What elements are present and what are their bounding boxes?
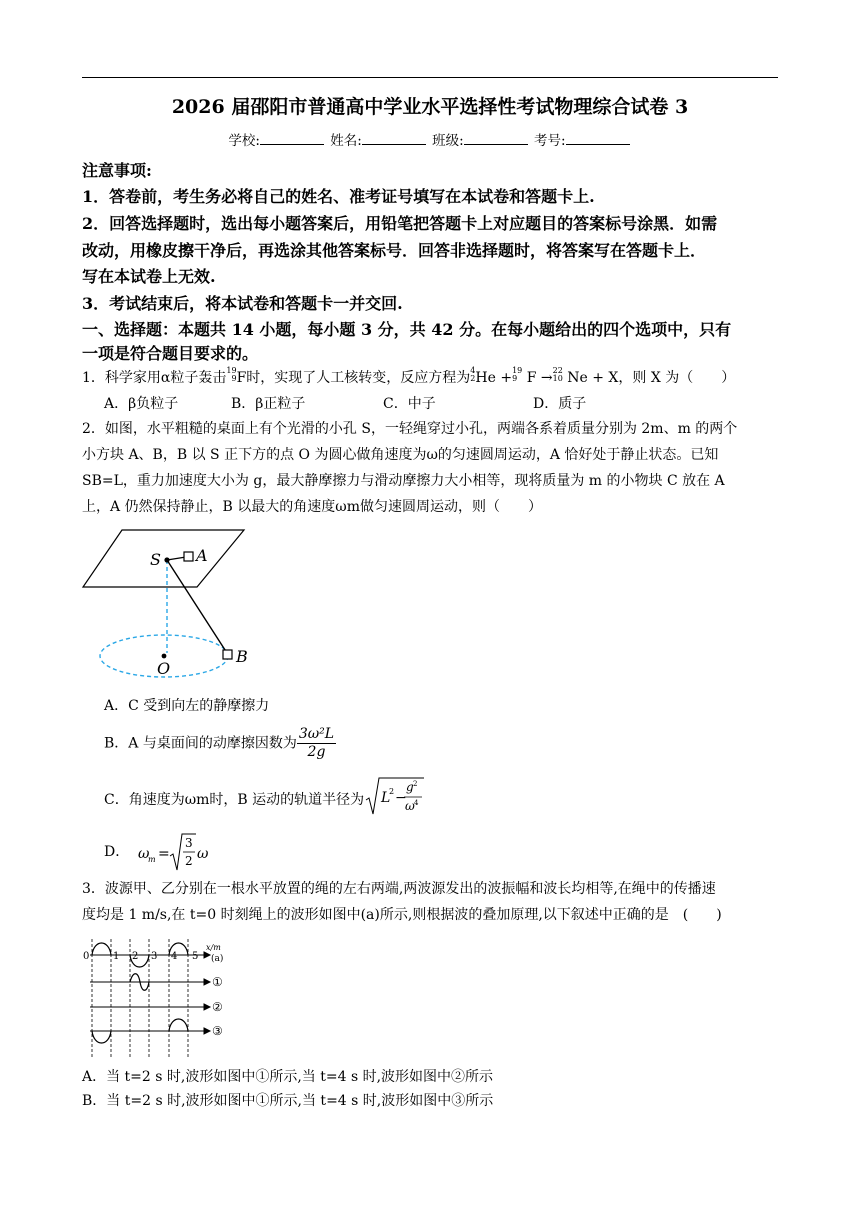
svg-text:L: L: [381, 790, 391, 806]
sqrt-expression: [364, 776, 426, 816]
notice-item-1: 1．答卷前，考生务必将自己的姓名、准考证号填写在本试卷和答题卡上.: [82, 187, 595, 206]
section-heading-line-2: 一项是符合题目要求的。: [82, 344, 259, 363]
name-label: 姓名:: [330, 133, 362, 149]
svg-text:2: 2: [389, 787, 395, 796]
label-wave-3: ③: [212, 1024, 223, 1038]
student-info-line: [0, 129, 860, 149]
label-o: O: [157, 659, 171, 678]
wave-3-left: [92, 1031, 111, 1043]
q2-option-b[interactable]: [104, 726, 336, 761]
q2-option-b-fraction: [297, 726, 336, 761]
svg-text:4: 4: [414, 799, 419, 807]
notice-item-3: 3．考试结束后，将本试卷和答题卡一并交回.: [82, 294, 403, 313]
wave-3-right: [169, 1019, 188, 1031]
svg-text:g: g: [406, 780, 414, 794]
q2-stem-line-4: 上，A 仍然保持静止，B 以最大的角速度ωm做匀速圆周运动，则（ ）: [82, 499, 542, 515]
notice-item-2-line-3: 写在本试卷上无效.: [82, 267, 216, 286]
svg-text:ω: ω: [137, 846, 150, 862]
label-a: A: [196, 546, 208, 565]
arrow-1-icon: [204, 979, 210, 985]
q2-option-b-text: B．A 与桌面间的动摩擦因数为: [104, 735, 297, 752]
top-rule: [82, 77, 778, 78]
notice-item-2-line-2: 改动，用橡皮擦干净后，再选涂其他答案标号．回答非选择题时，将答案写在答题卡上．: [82, 241, 707, 260]
arrow-2-icon: [204, 1004, 210, 1010]
exam-no-label: 考号:: [534, 133, 566, 149]
radius-expression: [364, 776, 426, 824]
tick-1: 1: [113, 951, 120, 962]
school-blank[interactable]: [260, 133, 324, 145]
svg-text:2: 2: [413, 780, 418, 788]
q1-stem-b: F时，实现了人工核转变，反应方程为: [236, 370, 471, 386]
f-nucleon-numbers: 19 9: [226, 366, 237, 383]
q2-option-a[interactable]: A．C 受到向左的静摩擦力: [104, 698, 270, 714]
svg-text:ω: ω: [196, 846, 209, 862]
notice-heading: 注意事项:: [82, 161, 152, 180]
notice-item-2-line-1: 2．回答选择题时，选出每小题答案后，用铅笔把答题卡上对应题目的答案标号涂黑．如需: [82, 214, 718, 233]
q2-stem-line-2: 小方块 A、B，B 以 S 正下方的点 O 为圆心做角速度为ω的匀速圆周运动，A 恰好处于静止状态。已知: [82, 447, 719, 463]
label-b: B: [236, 647, 248, 666]
q2-option-d[interactable]: [104, 832, 214, 872]
wave-a-left: [92, 943, 111, 955]
svg-text:3: 3: [184, 836, 193, 850]
svg-text:=: =: [157, 846, 170, 862]
q2-option-d-expression: [134, 832, 214, 872]
q3-stem-line-2: 度均是 1 m/s,在 t=0 时刻绳上的波形如图中(a)所示,则根据波的叠加原理,以下叙述中正确的是 ( ): [82, 907, 722, 923]
q1-option-a[interactable]: A．β负粒子: [104, 396, 179, 412]
q1-option-d[interactable]: D．质子: [533, 396, 587, 412]
q2-stem-line-3: SB=L，重力加速度大小为 g，最大静摩擦力与滑动摩擦力大小相等，现将质量为 m 的小物块 C 放在 A: [82, 473, 725, 489]
block-b: [223, 650, 232, 659]
q1-stem-a: 1．科学家用α粒子轰击: [82, 370, 227, 386]
rope-sa: [167, 557, 186, 560]
q1-stem: [82, 366, 735, 390]
arrow-a-icon: [204, 952, 210, 958]
q3-option-a[interactable]: A．当 t=2 s 时,波形如图中①所示,当 t=4 s 时,波形如图中②所示: [82, 1069, 494, 1085]
label-wave-2: ②: [212, 1000, 223, 1014]
svg-text:ω: ω: [405, 799, 415, 813]
q1-option-b[interactable]: B．β正粒子: [231, 396, 306, 412]
arrow-3-icon: [204, 1028, 210, 1034]
name-blank[interactable]: [362, 133, 426, 145]
q1-stem-c: ，则 X 为（ ）: [618, 370, 736, 386]
block-a: [184, 552, 193, 561]
q2-stem-line-1: 2．如图，水平粗糙的桌面上有个光滑的小孔 S，一轻绳穿过小孔，两端各系着质量分别为 2m、m 的两个: [82, 421, 738, 437]
table-surface: [83, 530, 244, 587]
axis-unit: x/m: [206, 943, 221, 952]
exam-no-blank[interactable]: [566, 133, 630, 145]
q1-option-c[interactable]: C．中子: [383, 396, 436, 412]
school-label: 学校:: [228, 133, 260, 149]
class-label: 班级:: [432, 133, 464, 149]
class-blank[interactable]: [464, 133, 528, 145]
label-a-wave: (a): [211, 954, 224, 964]
tick-3: 3: [151, 951, 158, 962]
svg-text:m: m: [147, 855, 156, 864]
fraction-numerator: 3ω²L: [298, 726, 335, 742]
hole-s: [164, 557, 169, 562]
label-wave-1: ①: [212, 975, 223, 989]
fraction-denominator: 2g: [307, 744, 326, 760]
tick-5: 5: [192, 951, 199, 962]
q3-option-b[interactable]: B．当 t=2 s 时,波形如图中①所示,当 t=4 s 时,波形如图中③所示: [82, 1093, 494, 1109]
q3-wave-figure: [80, 935, 240, 1060]
tick-4: 4: [171, 951, 178, 962]
page-title: 2026 届邵阳市普通高中学业水平选择性考试物理综合试卷 3: [171, 96, 689, 118]
center-o: [162, 654, 167, 659]
svg-text:2: 2: [184, 854, 193, 868]
q2-option-c[interactable]: [104, 776, 426, 824]
q2-figure: [80, 525, 260, 695]
q2-option-d-label: D．: [104, 844, 130, 860]
q3-stem-line-1: 3．波源甲、乙分别在一根水平放置的绳的左右两端,两波源发出的波振幅和波长均相等,在绳中的传播速: [82, 881, 716, 897]
rope-sb: [167, 560, 227, 653]
svg-text:−: −: [395, 790, 407, 806]
q2-option-c-text: C．角速度为ωm时，B 运动的轨道半径为: [104, 792, 365, 808]
tick-0: 0: [83, 951, 90, 962]
label-s: S: [150, 550, 161, 569]
q1-equation: 4 2He +19 9 F →22 10 Ne + X: [470, 366, 619, 386]
tick-2: 2: [132, 951, 139, 962]
section-heading-line-1: 一、选择题：本题共 14 小题，每小题 3 分，共 42 分。在每小题给出的四个选项中，只有: [82, 320, 732, 339]
